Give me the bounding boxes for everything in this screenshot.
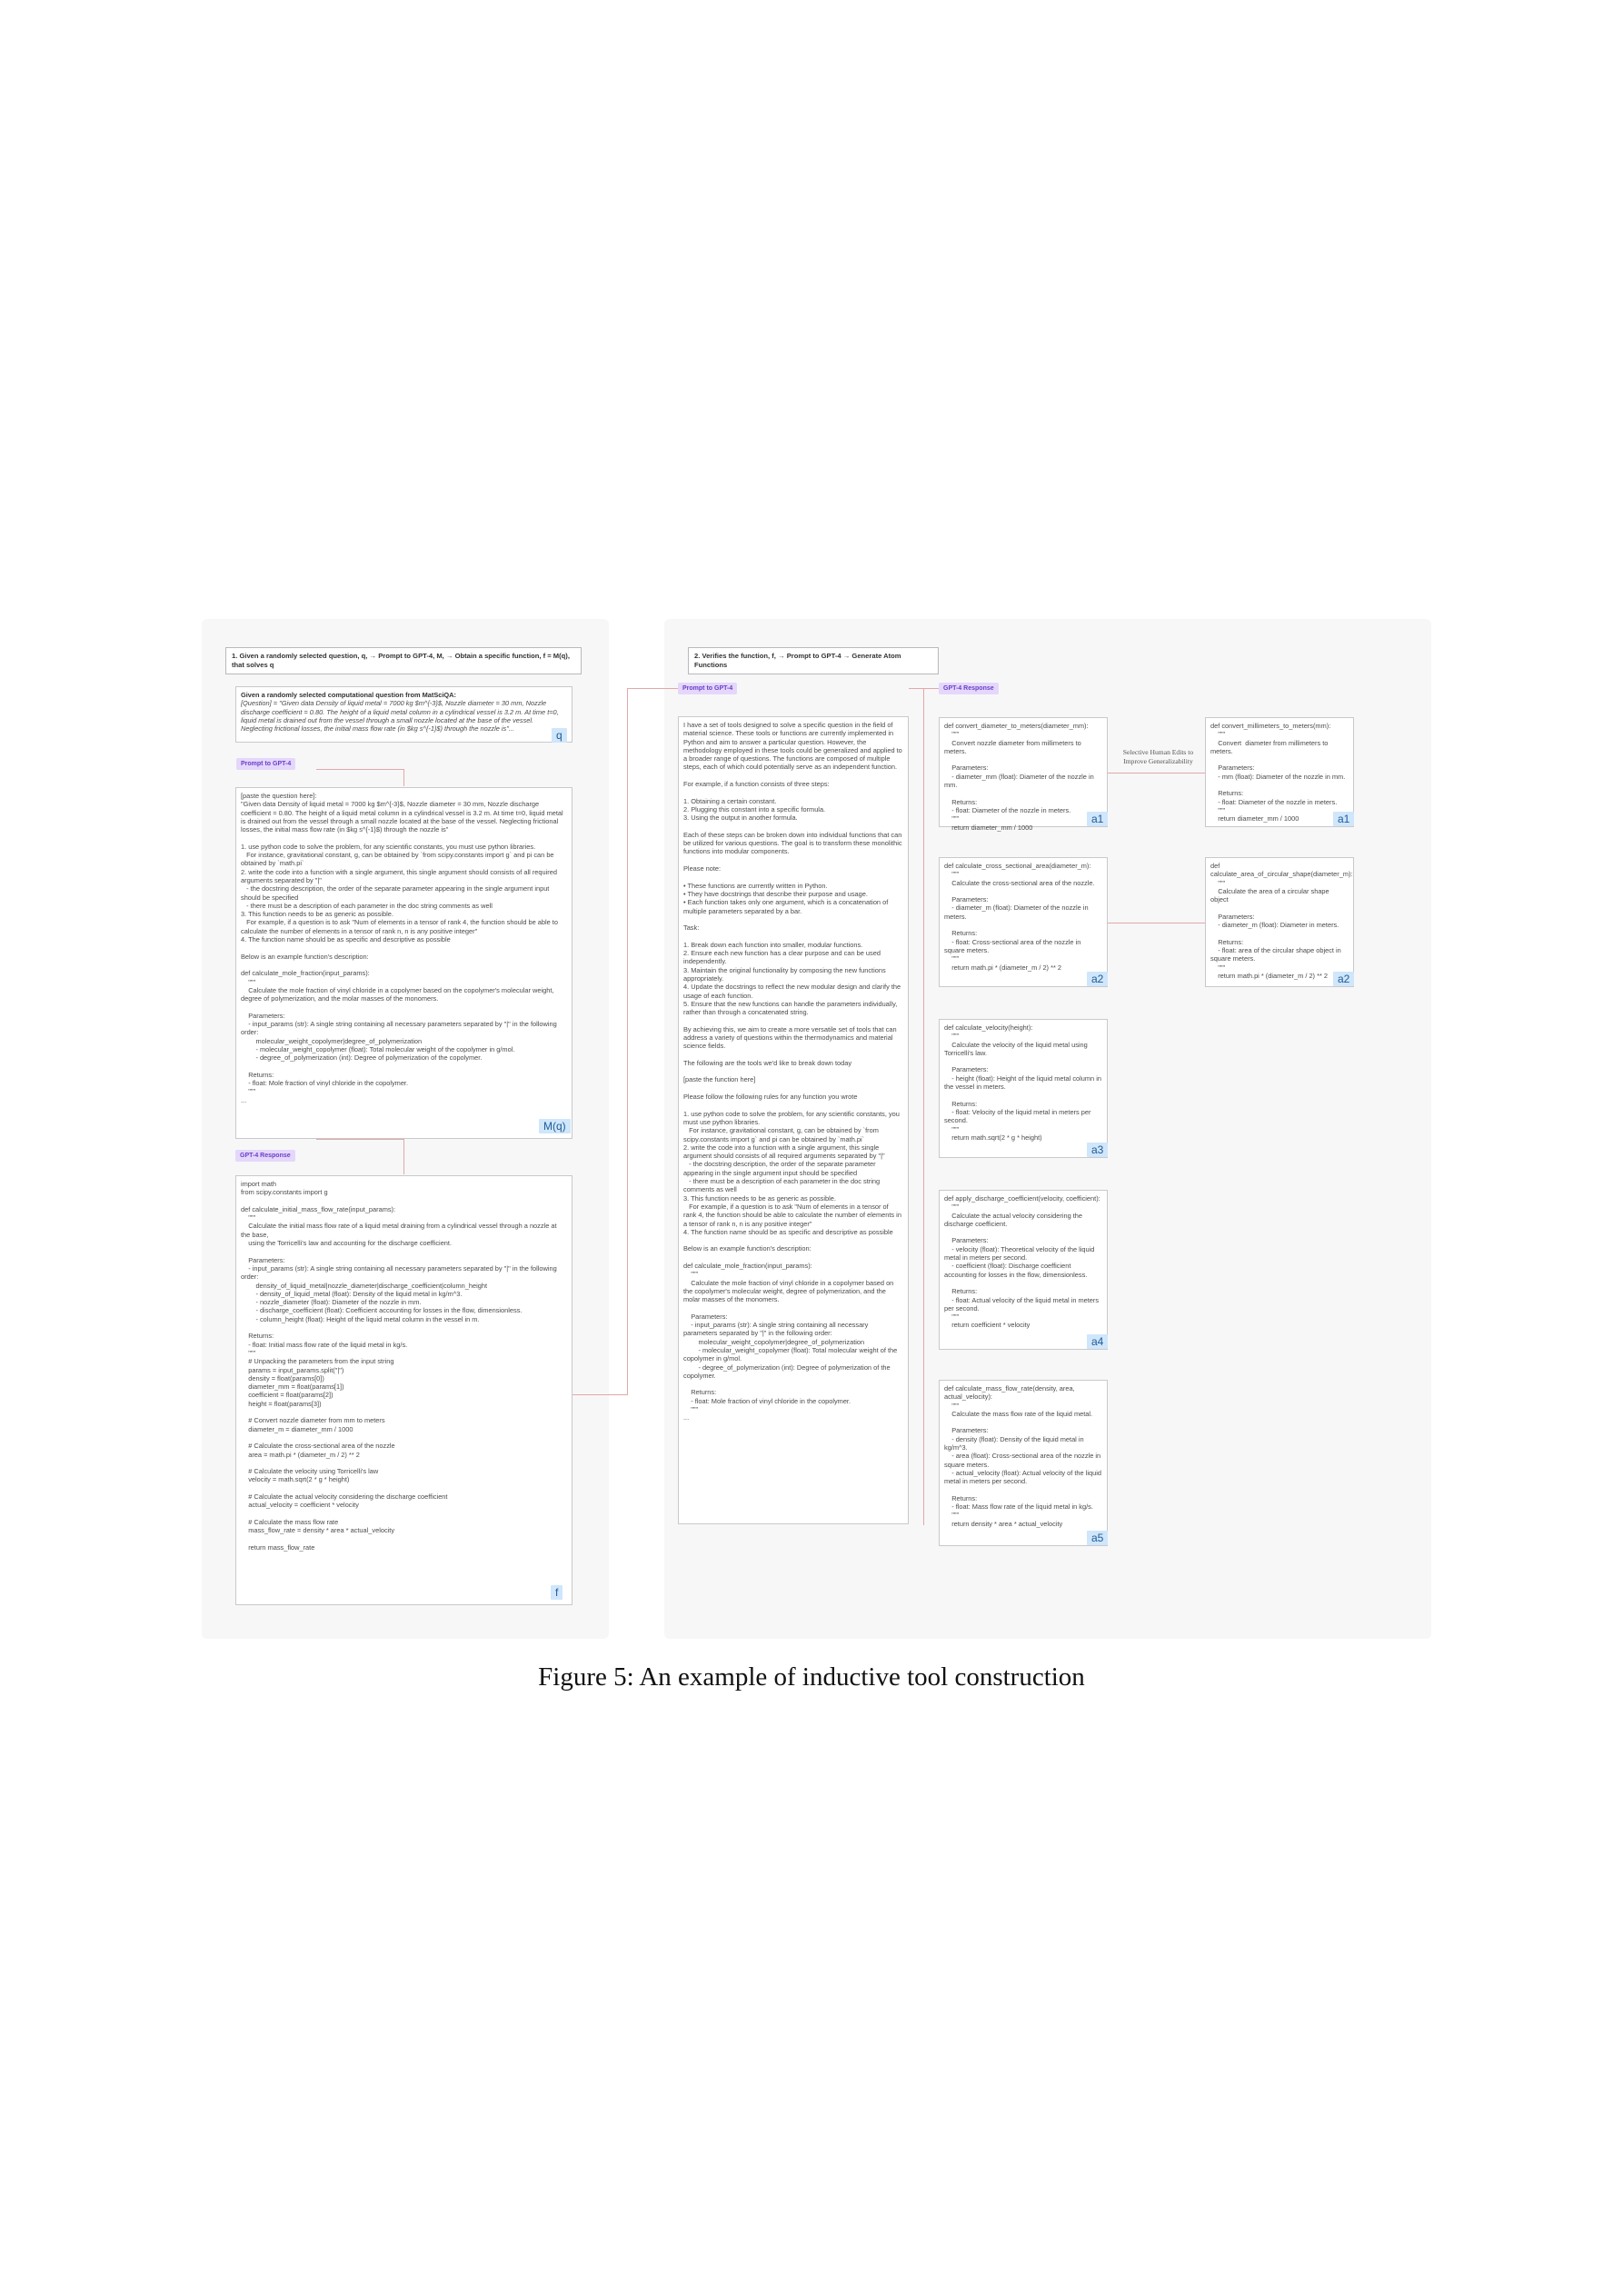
badge-a3: a3 xyxy=(1087,1143,1108,1157)
step2-header: 2. Verifies the function, f, → Prompt to GPT-4 → Generate Atom Functions xyxy=(688,647,939,674)
tag-prompt-right: Prompt to GPT-4 xyxy=(678,683,737,694)
atom-a5-box: def calculate_mass_flow_rate(density, area, actual_velocity): """ Calculate the mass flow rate of the liquid metal. Parameters: - density (float): Density of the liquid metal in kg/m^3. - area (float): Cross-sectional area of the nozzle in square meters. - actual_velocity (float): Actual velocity of the liquid metal in meters per second. Returns: - float: Mass flow rate of the liquid metal in kg/s. """ return density * area * actual_velocity xyxy=(939,1380,1108,1546)
tag-prompt-left: Prompt to GPT-4 xyxy=(236,758,295,770)
badge-g2: a2 xyxy=(1333,972,1354,986)
badge-a1: a1 xyxy=(1087,812,1108,826)
connector-f-to-prompt-right xyxy=(573,688,628,1395)
atom-a2-box: def calculate_cross_sectional_area(diameter_m): """ Calculate the cross-sectional area of the nozzle. Parameters: - diameter_m (float): Diameter of the nozzle in meters. Returns: - float: Cross-sectional area of the nozzle in square meters. """ return math.pi * (diameter_m / 2) ** 2 xyxy=(939,857,1108,987)
atom-a1-box: def convert_diameter_to_meters(diameter_mm): """ Convert nozzle diameter from millimeters to meters. Parameters: - diameter_mm (float): Diameter of the nozzle in mm. Returns: - float: Diameter of the nozzle in meters. """ return diameter_mm / 1000 xyxy=(939,717,1108,827)
connector-response-tag xyxy=(923,688,939,689)
prompt-right-box: I have a set of tools designed to solve a specific question in the field of material science. These tools or functions are currently implemented in Python and aim to answer a particular question. However, the methodology employed in these tools could be generalized and applied to a broader range of questions. The functions are composed of multiple steps, each of which could potentially serve as an independent function. For example, if a function consists of three steps: 1. Obtaining a certain constant. 2. Plugging this constant into a specific formula. 3. Using the output in another formula. Each of these steps can be broken down into individual functions that can be utilized for various questions. The goal is to transform these monolithic functions into modular components. Please note: • These functions are currently written in Python. • They have docstrings that describe their purpose and usage. • Each function takes only one argument, which is a concatenation of multiple parameters separated by a bar. Task: 1. Break down each function into smaller, modular functions. 2. Ensure each new function has a clear purpose and can be used independently. 3. Maintain the original functionality by composing the new functions appropriately. 4. Update the docstrings to reflect the new modular design and clarify the usage of each function. 5. Ensure that the new functions can handle the parameters individually, rather than through a concatenated string. By achieving this, we aim to create a more versatile set of tools that can address a variety of questions within the thermodynamics and material science fields. The following are the tools we'd like to break down today [paste the function here] Please follow the following rules for any function you wrote 1. use python code to solve the problem, for any scientific constants, you must use python libraries. For instance, gravitational constant, g, can be obtained by `from scipy.constants import g` and pi can be obtained by `math.pi` 2. write the code into a function with a single argument, this single argument should consists of all required arguments separated by "|" - the docstring description, the order of the separate parameter appearing in the single argument input should be specified - there must be a description of each parameter in the doc string comments as well 3. This function needs to be as generic as possible. For example, if a question is to ask "Num of elements in a tensor of rank 4, the function should be able to calculate the number of elements in a tensor of rank n, n is any positive integer" 4. The function name should be as specific and descriptive as possible Below is an example function's description: def calculate_mole_fraction(input_params): """ Calculate the mole fraction of vinyl chloride in a copolymer based on the copolymer's molecular weight, degree of polymerization, and the molar masses of the monomers. Parameters: - input_params (str): A single string containing all necessary parameters separated by "|" in the following order: molecular_weight_copolymer|degree_of_polymerization - molecular_weight_copolymer (float): Total molecular weight of the copolymer in g/mol. - degree_of_polymerization (int): Degree of polymerization of the copolymer. Returns: - float: Mole fraction of vinyl chloride in the copolymer. """ ... xyxy=(678,716,909,1524)
connector-mq-to-response xyxy=(316,1139,404,1174)
question-box xyxy=(235,686,573,743)
badge-g1: a1 xyxy=(1333,812,1354,826)
atom-a4-box: def apply_discharge_coefficient(velocity, coefficient): """ Calculate the actual velocity considering the discharge coefficient. Parameters: - velocity (float): Theoretical velocity of the liquid metal in meters per second. - coefficient (float): Discharge coefficient accounting for losses in the flow, dimensionless. Returns: - float: Actual velocity of the liquid metal in meters per second. """ return coefficient * velocity xyxy=(939,1190,1108,1350)
general-g2-box: def calculate_area_of_circular_shape(diameter_m): """ Calculate the area of a circular shape object Parameters: - diameter_m (float): Diameter in meters. Returns: - float: area of the circular shape object in square meters. """ return math.pi * (diameter_m / 2) ** 2 xyxy=(1205,857,1354,987)
atom-a3-box: def calculate_velocity(height): """ Calculate the velocity of the liquid metal using Torricelli's law. Parameters: - height (float): Height of the liquid metal column in the vessel in meters. Returns: - float: Velocity of the liquid metal in meters per second. """ return math.sqrt(2 * g * height) xyxy=(939,1019,1108,1158)
connector-q-to-prompt xyxy=(316,769,404,786)
tag-response-right: GPT-4 Response xyxy=(939,683,999,694)
badge-a4: a4 xyxy=(1087,1334,1108,1349)
figure-caption: Figure 5: An example of inductive tool construction xyxy=(538,1662,1085,1692)
question-text: [Question] = "Given data Density of liquid metal = 7000 kg $m^{-3}$, Nozzle diameter = 30 mm, Nozzle discharge coefficient = 0.80. The height of a liquid metal column in a cylindrical vessel is 3.2 m. At time t=0, liquid metal is drained out from the vessel through a small nozzle located at the base of the vessel. Neglecting frictional losses, the initial mass flow rate (in $kg s^{-1}$) through the nozzle is"... xyxy=(241,699,559,734)
step1-header: 1. Given a randomly selected question, q, → Prompt to GPT-4, M, → Obtain a specific function, f = M(q), that solves q xyxy=(225,647,582,674)
badge-a2: a2 xyxy=(1087,972,1108,986)
side-note: Selective Human Edits to Improve Generalizability xyxy=(1122,748,1194,765)
badge-a5: a5 xyxy=(1087,1531,1108,1545)
response-left-box: import math from scipy.constants import g def calculate_initial_mass_flow_rate(input_params): """ Calculate the initial mass flow rate of a liquid metal draining from a cylindrical vessel through a nozzle at the base, using the Torricelli's law and accounting for the discharge coefficient. Parameters: - input_params (str): A single string containing all necessary parameters separated by "|" in the following order: density_of_liquid_metal|nozzle_diameter|discharge_coefficient|column_height - density_of_liquid_metal (float): Density of the liquid metal in kg/m^3. - nozzle_diameter (float): Diameter of the nozzle in mm. - discharge_coefficient (float): Coefficient accounting for losses in the flow, dimensionless. - column_height (float): Height of the liquid metal column in the vessel in m. Returns: - float: Initial mass flow rate of the liquid metal in kg/s. """ # Unpacking the parameters from the input string params = input_params.split("|") density = float(params[0]) diameter_mm = float(params[1]) coefficient = float(params[2]) height = float(params[3]) # Convert nozzle diameter from mm to meters diameter_m = diameter_mm / 1000 # Calculate the cross-sectional area of the nozzle area = math.pi * (diameter_m / 2) ** 2 # Calculate the velocity using Torricelli's law velocity = math.sqrt(2 * g * height) # Calculate the actual velocity considering the discharge coefficient actual_velocity = coefficient * velocity # Calculate the mass flow rate mass_flow_rate = density * area * actual_velocity return mass_flow_rate xyxy=(235,1175,573,1605)
prompt-left-box: [paste the question here]: "Given data Density of liquid metal = 7000 kg $m^{-3}$, Nozzle diameter = 30 mm, Nozzle discharge coefficient = 0.80. The height of a liquid metal column in a cylindrical vessel is 3.2 m. At time t=0, liquid metal is drained out from the vessel through a small nozzle located at the base of the vessel. Neglecting frictional losses, the initial mass flow rate (in $kg s^{-1}$) through the nozzle is" 1. use python code to solve the problem, for any scientific constants, you must use python libraries. For instance, gravitational constant, g, can be obtained by `from scipy.constants import g` and pi can be obtained by `math.pi` 2. write the code into a function with a single argument, this single argument should consists of all required arguments separated by "|" - the docstring description, the order of the separate parameter appearing in the single argument input should be specified - there must be a description of each parameter in the doc string comments as well 3. This function needs to be as generic as possible. For example, if a question is to ask "Num of elements in a tensor of rank 4, the function should be able to calculate the number of elements in a tensor of rank n, n is any positive integer" 4. The function name should be as specific and descriptive as possible Below is an example function's description: def calculate_mole_fraction(input_params): """ Calculate the mole fraction of vinyl chloride in a copolymer based on the copolymer's molecular weight, degree of polymerization, and the molar masses of the monomers. Parameters: - input_params (str): A single string containing all necessary parameters separated by "|" in the following order: molecular_weight_copolymer|degree_of_polymerization - molecular_weight_copolymer (float): Total molecular weight of the copolymer in g/mol. - degree_of_polymerization (int): Degree of polymerization of the copolymer. Returns: - float: Mole fraction of vinyl chloride in the copolymer. """ ... xyxy=(235,787,573,1139)
badge-mq: M(q) xyxy=(539,1119,571,1133)
connector-a1-g1 xyxy=(1108,773,1205,774)
badge-f: f xyxy=(551,1585,563,1600)
connector-prompt-to-response xyxy=(909,688,924,1525)
connector-prompt-right-top xyxy=(627,688,678,689)
question-title: Given a randomly selected computational question from MatSciQA: xyxy=(241,691,456,699)
badge-q: q xyxy=(552,728,567,743)
tag-response-left: GPT-4 Response xyxy=(235,1150,295,1162)
general-g1-box: def convert_millimeters_to_meters(mm): """ Convert diameter from millimeters to meters. Parameters: - mm (float): Diameter of the nozzle in mm. Returns: - float: Diameter of the nozzle in meters. """ return diameter_mm / 1000 xyxy=(1205,717,1354,827)
